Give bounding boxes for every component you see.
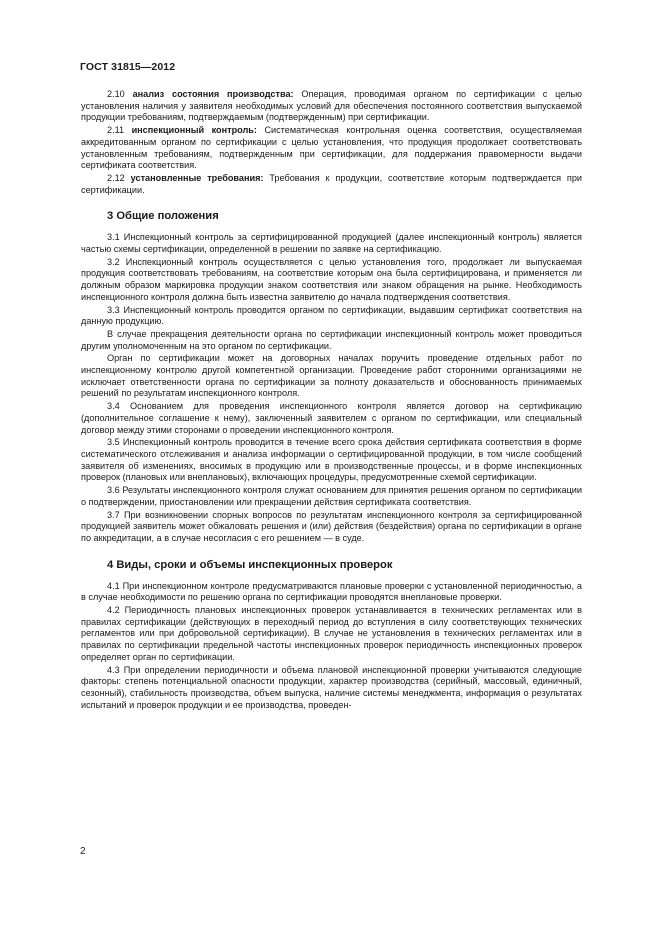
definition-text: Требования к продукции, соответствие которым подтверждается при сертификации. <box>81 172 583 195</box>
body-paragraph: 3.1 Инспекционный контроль за сертифицированной продукцией (далее инспекционный контроль) является частью схемы сертификации, определенной в решении по заявке на сертификацию. <box>81 232 582 255</box>
body-paragraph: 3.4 Основанием для проведения инспекционного контроля является договор на сертификацию (дополнительное соглашение к нему), заключенный заявителем с органом по сертификации, или специальный договор между этими сторонами о проведении инспекционного контроля. <box>81 401 582 435</box>
body-paragraph: Орган по сертификации может на договорных началах поручить проведение отдельных работ по инспекционному контролю другой компетентной организации. Проведение работ сторонними организациями не исключает ответственности органа по сертификации за полноту доказательств и обоснованность принимаемых решений по результатам инспекционного контроля. <box>81 353 582 399</box>
body-paragraph: 4.2 Периодичность плановых инспекционных проверок устанавливается в технических регламентах или в правилах сертификации (действующих в переходный период до вступления в силу соответствующих технических регламентов или при добровольной сертификации). В случае не установления в технических регламентах или в правилах по сертификации предельной частоты инспекционных проверок периодичность инспекционных проверок определяет орган по сертификации. <box>81 605 582 662</box>
body-paragraph: В случае прекращения деятельности органа по сертификации инспекционный контроль может проводиться другим уполномоченным на это органом по сертификации. <box>81 328 582 351</box>
body-paragraph: 4.3 При определении периодичности и объема плановой инспекционной проверки учитываются следующие факторы: степень потенциальной опасности продукции, характер производства (серийный, массовый, единичный, сезонный), стабильность производства, объем выпуска, наличие системы менеджмента, информация о результатах испытаний и проверок продукции и ее производства, проведен- <box>81 664 582 710</box>
document-header: ГОСТ 31815—2012 <box>80 61 176 73</box>
body-paragraph: 3.3 Инспекционный контроль проводится органом по сертификации, выдавшим сертификат соответствия на данную продукцию. <box>81 304 582 327</box>
clause-number: 2.10 <box>107 89 125 99</box>
definition-text: Систематическая контрольная оценка соответствия, осуществляемая аккредитованным органом по сертификации с целью установления, что продукция продолжает соответствовать установленным требованиям, подтвержденным при сертификации, для поддержания правомерности выдачи сертификата соответствия. <box>81 125 582 171</box>
section-heading: 3 Общие положения <box>107 210 219 223</box>
body-paragraph: 3.2 Инспекционный контроль осуществляется с целью установления того, продолжает ли выпускаемая продукция соответствовать требованиям, на соответствие которым она была сертифицирована, и применяется ли должным образом маркировка продукции знаком соответствия или знаком обращения на рынке. Необходимость инспекционного контроля должна быть известна заявителю до начала подтверждения соответствия. <box>81 256 582 302</box>
defined-term: инспекционный контроль: <box>131 125 257 136</box>
body-paragraph: 4.1 При инспекционном контроле предусматриваются плановые проверки с установленной периодичностью, а в случае необходимости по решению органа по сертификации проводятся внеплановые проверки. <box>81 580 582 603</box>
definition-paragraph <box>81 125 582 172</box>
body-paragraph: 3.7 При возникновении спорных вопросов по результатам инспекционного контроля за сертифицированной продукцией заявитель может обжаловать решения и (или) действия (бездействия) органа по сертификации в органе по аккредитации, а в случае несогласия с его решением — в суде. <box>81 509 582 543</box>
page-number: 2 <box>80 846 86 857</box>
definition-paragraph <box>81 89 582 124</box>
definition-text: Операция, проводимая органом по сертификации с целью установления наличия у заявителя необходимых условий для обеспечения постоянного соответствия выпускаемой продукции требованиям, подтверждаемым (подтвержденным) при сертификации. <box>81 89 582 123</box>
defined-term: анализ состояния производства: <box>132 89 294 99</box>
body-paragraph: 3.6 Результаты инспекционного контроля служат основанием для принятия решения органом по сертификации о подтверждении, приостановлении или прекращении действия сертификата соответствия. <box>81 485 582 507</box>
section-heading: 4 Виды, сроки и объемы инспекционных проверок <box>107 558 393 571</box>
clause-number: 2.11 <box>107 125 125 136</box>
body-paragraph: 3.5 Инспекционный контроль проводится в течение всего срока действия сертификата соответствия в форме систематического отслеживания и анализа информации о сертифицированной продукции, в том числе сообщений заявителя об изменениях, вносимых в продукцию или в производственные процессы, и в форме инспекционных проверок (плановых или внеплановых), включающих процедуры, предусмотренные схемой сертификации. <box>81 437 582 483</box>
defined-term: установленные требования: <box>130 172 264 183</box>
definition-paragraph <box>81 173 582 196</box>
clause-number: 2.12 <box>107 172 125 183</box>
document-body <box>81 89 582 712</box>
